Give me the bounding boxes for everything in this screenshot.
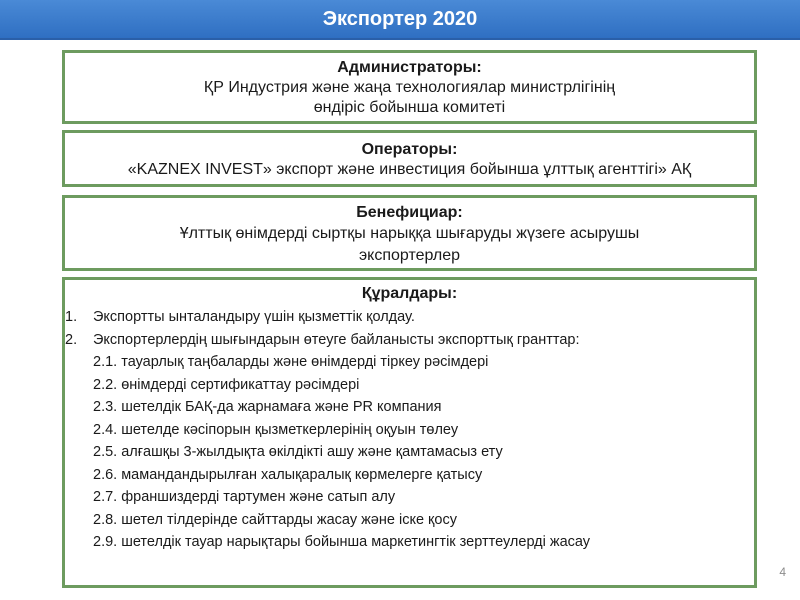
list-item-number: 1.	[65, 309, 78, 325]
administrators-line: ҚР Индустрия және жаңа технологиялар министрлігінің	[203, 79, 616, 96]
operators-heading: Операторы:	[361, 141, 458, 158]
sublist-item: 2.9. шетелдік тауар нарықтары бойынша маркетингтік зерттеулерді жасау	[93, 534, 591, 550]
list-item	[65, 306, 754, 329]
operators-line: «KAZNEX INVEST» экспорт және инвестиция бойынша ұлттық агенттігі» АҚ	[127, 161, 692, 178]
sublist-item: 2.8. шетел тілдерінде сайттарды жасау және іске қосу	[93, 511, 457, 528]
sublist-item: 2.5. алғашқы 3-жылдықта өкілдікті ашу және қамтамасыз ету	[93, 444, 503, 460]
list-item-text: Экспортты ынталандыру үшін қызметтік қолдау.	[93, 309, 415, 325]
beneficiary-line: Ұлттық өнімдерді сыртқы нарыққа шығаруды жүзеге асырушы	[179, 225, 640, 242]
sublist-item: 2.4. шетелде кәсіпорын қызметкерлерінің оқуын төлеу	[93, 421, 459, 438]
tools-list	[65, 306, 754, 351]
beneficiary-heading: Бенефициар:	[356, 204, 463, 221]
administrators-heading: Администраторы:	[337, 59, 482, 76]
slide-title: Экспортер 2020	[322, 7, 478, 30]
administrators-box	[62, 50, 757, 124]
beneficiary-box	[62, 195, 757, 271]
tools-box	[62, 277, 757, 588]
slide-title-bar	[0, 0, 800, 40]
sublist-item: 2.1. тауарлық таңбаларды және өнімдерді тіркеу рәсімдері	[93, 354, 489, 370]
page-number: 4	[779, 565, 786, 579]
sublist-item: 2.2. өнімдерді сертификаттау рәсімдері	[93, 376, 360, 393]
sublist-item: 2.6. мамандандырылған халықаралық көрмелерге қатысу	[93, 466, 483, 483]
list-item	[65, 329, 754, 352]
sublist-item: 2.3. шетелдік БАҚ-да жарнамаға және PR компания	[93, 399, 442, 415]
administrators-line: өндіріс бойынша комитеті	[313, 99, 506, 116]
sublist-item: 2.7. франшиздерді тартумен және сатып алу	[93, 489, 396, 505]
tools-heading: Құралдары:	[361, 285, 458, 302]
list-item-text: Экспортерлердің шығындарын өтеуге байланысты экспорттық гранттар:	[93, 331, 580, 348]
operators-box	[62, 130, 757, 187]
list-item-number: 2.	[65, 331, 78, 348]
beneficiary-line: экспортерлер	[359, 247, 460, 264]
grants-sublist	[65, 351, 754, 554]
